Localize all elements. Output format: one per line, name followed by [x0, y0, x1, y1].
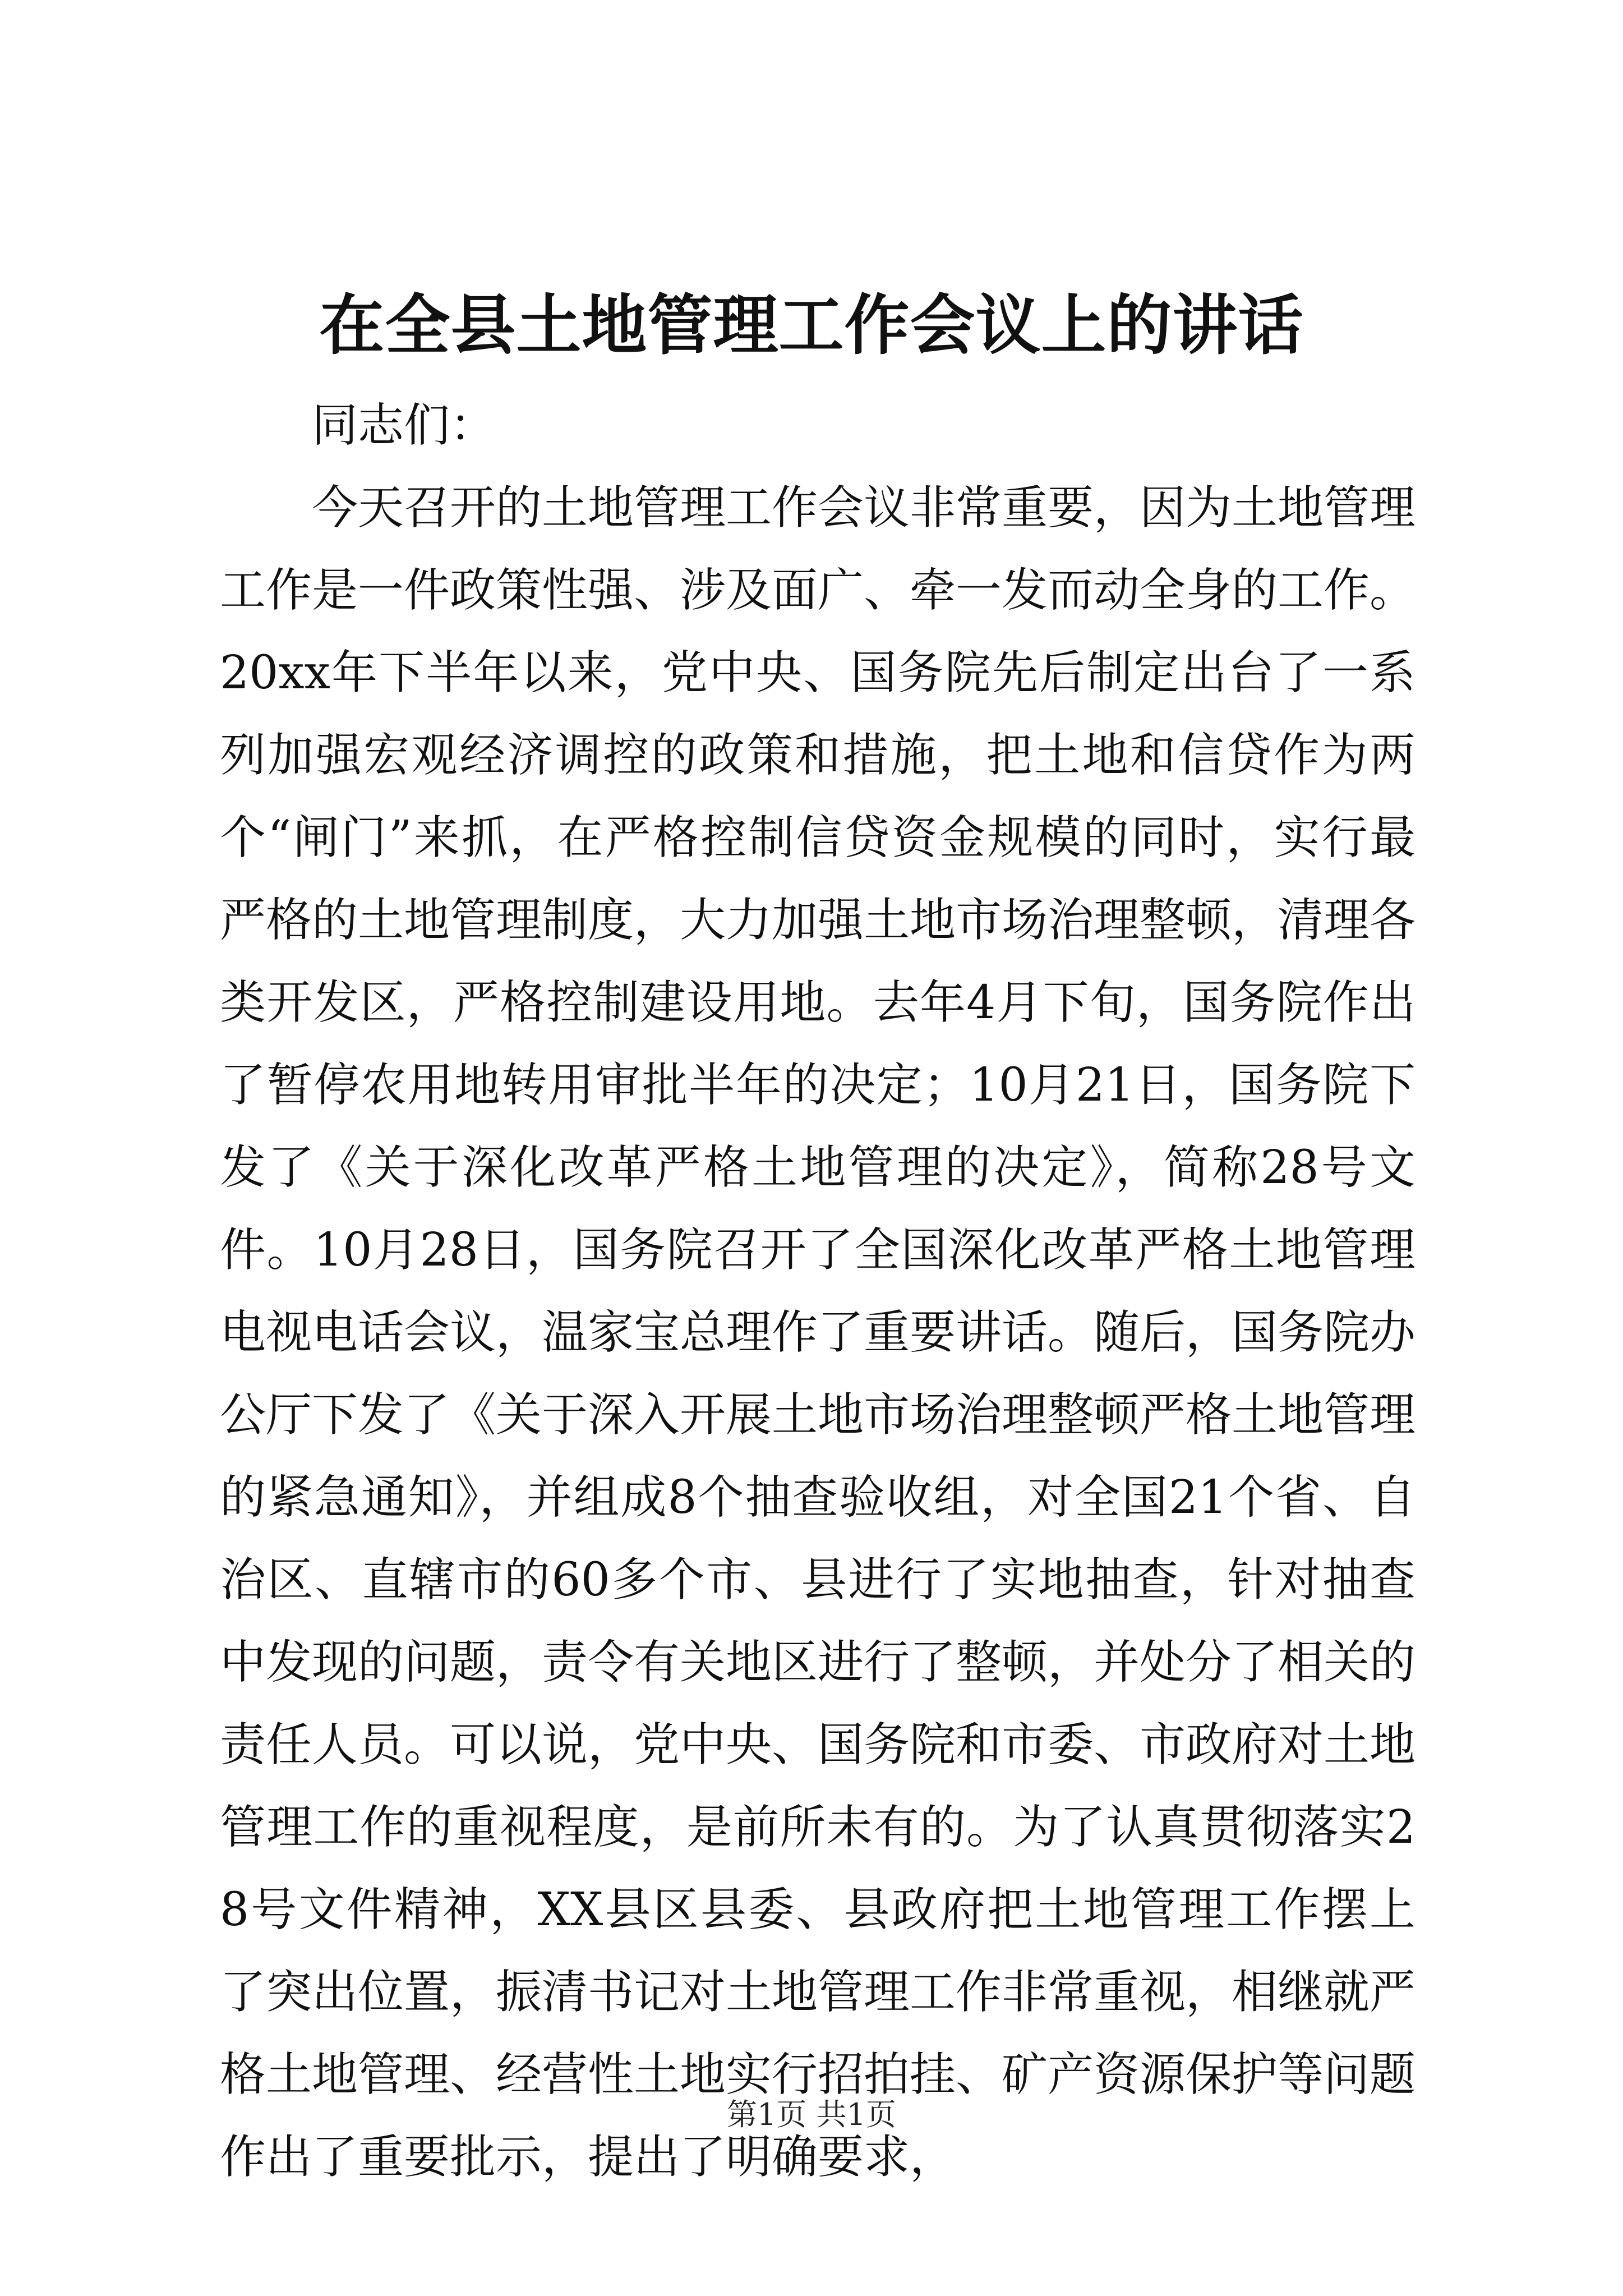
page-footer: 第1页 共1页: [727, 2097, 896, 2132]
salutation: 同志们：: [312, 399, 496, 452]
document-body: [220, 384, 1415, 2198]
body-paragraph: 今天召开的土地管理工作会议非常重要，因为土地管理工作是一件政策性强、涉及面广、牵一发而动全身的工作。20xx年下半年以来，党中央、国务院先后制定出台了一系列加强宏观经济调控的政策和措施，把土地和信贷作为两个“闸门”来抓，在严格控制信贷资金规模的同时，实行最严格的土地管理制度，大力加强土地市场治理整顿，清理各类开发区，严格控制建设用地。去年4月下旬，国务院作出了暂停农用地转用审批半年的决定；10月21日，国务院下发了《关于深化改革严格土地管理的决定》，简称28号文件。10月28日，国务院召开了全国深化改革严格土地管理电视电话会议，温家宝总理作了重要讲话。随后，国务院办公厅下发了《关于深入开展土地市场治理整顿严格土地管理的紧急通知》，并组成8个抽查验收组，对全国21个省、自治区、直辖市的60多个市、县进行了实地抽查，针对抽查中发现的问题，责令有关地区进行了整顿，并处分了相关的责任人员。可以说，党中央、国务院和市委、市政府对土地管理工作的重视程度，是前所未有的。为了认真贯彻落实28号文件精神，XX县区县委、县政府把土地管理工作摆上了突出位置，振清书记对土地管理工作非常重视，相继就严格土地管理、经营性土地实行招拍挂、矿产资源保护等问题作出了重要批示，提出了明确要求，: [220, 481, 1416, 2184]
document-title: 在全县土地管理工作会议上的讲话: [319, 287, 1304, 364]
